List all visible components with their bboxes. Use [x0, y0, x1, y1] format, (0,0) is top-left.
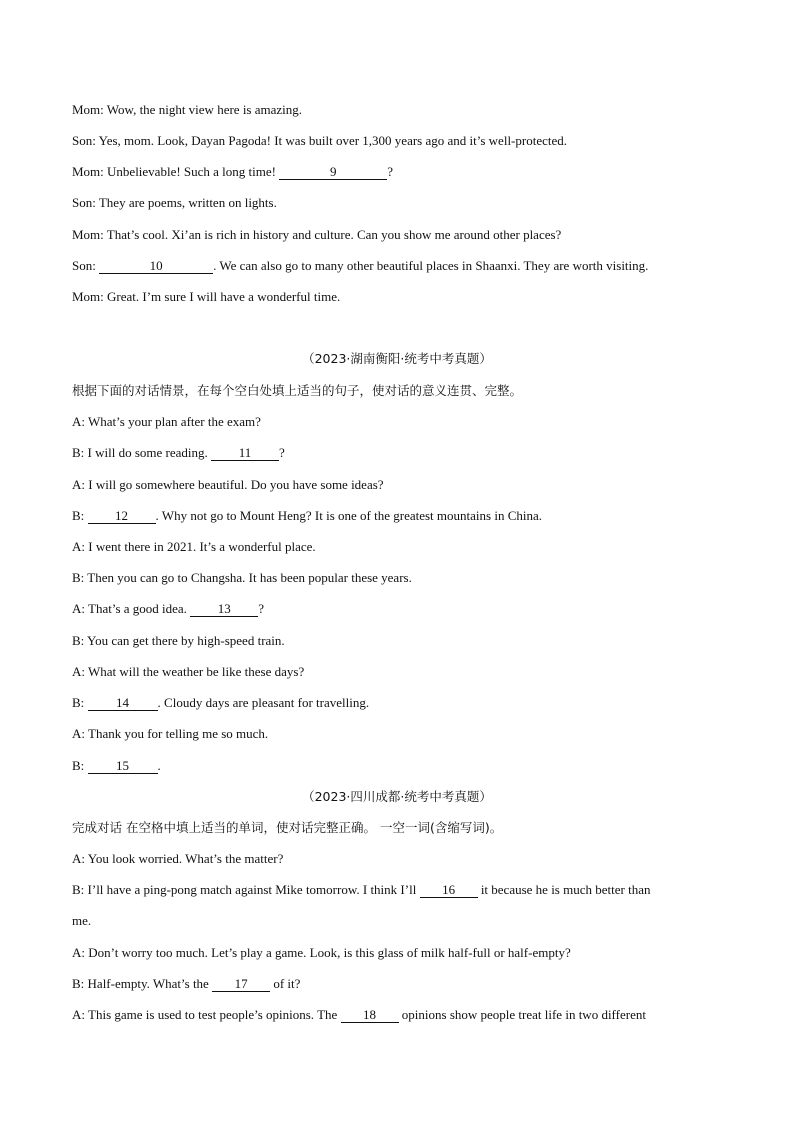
dialogue-text: Son: [72, 258, 100, 273]
dialogue-line: A: You look worried. What’s the matter? [72, 851, 284, 866]
dialogue-text: B: I will do some reading. [72, 445, 212, 460]
dialogue-text: ? [279, 445, 285, 460]
dialogue-line: A: I went there in 2021. It’s a wonderful place. [72, 539, 316, 554]
dialogue-text: . Cloudy days are pleasant for travelling. [157, 695, 370, 710]
answer-blank-12[interactable]: 12 [88, 509, 156, 524]
dialogue-line: B: You can get there by high-speed train. [72, 633, 285, 648]
dialogue-line: Son: Yes, mom. Look, Dayan Pagoda! It was built over 1,300 years ago and it’s well-protected. [72, 133, 567, 148]
dialogue-line: Son: They are poems, written on lights. [72, 195, 277, 210]
dialogue-text: B: Half-empty. What’s the [72, 976, 213, 991]
answer-blank-14[interactable]: 14 [88, 696, 158, 711]
dialogue-line: A: I will go somewhere beautiful. Do you have some ideas? [72, 477, 384, 492]
answer-blank-18[interactable]: 18 [341, 1008, 399, 1023]
dialogue-text: B: [72, 508, 88, 523]
dialogue-line: A: Thank you for telling me so much. [72, 726, 269, 741]
dialogue-text: A: This game is used to test people’s opinions. The [72, 1007, 341, 1022]
dialogue-text: ? [387, 164, 394, 179]
dialogue-text: A: That’s a good idea. [72, 601, 191, 616]
dialogue-line [72, 1006, 722, 1024]
dialogue-text: B: I’ll have a ping-pong match against Mike tomorrow. I think I’ll [72, 882, 420, 897]
dialogue-line [72, 694, 722, 712]
dialogue-line [72, 257, 722, 275]
source-heading: （2023·四川成都·统考中考真题） [302, 789, 492, 804]
answer-blank-17[interactable]: 17 [212, 977, 270, 992]
dialogue-line: A: What’s your plan after the exam? [72, 414, 261, 429]
dialogue-line: Mom: Wow, the night view here is amazing. [72, 102, 303, 117]
dialogue-text: of it? [270, 976, 301, 991]
dialogue-text: B: [72, 758, 88, 773]
instruction-text: 根据下面的对话情景，在每个空白处填上适当的句子，使对话的意义连贯、完整。 [72, 383, 523, 398]
dialogue-line: A: What will the weather be like these days? [72, 664, 305, 679]
dialogue-text: . We can also go to many other beautiful places in Shaanxi. They are worth visiting. [213, 258, 649, 273]
dialogue-text: ? [258, 601, 264, 616]
answer-blank-9[interactable]: 9 [279, 165, 387, 180]
dialogue-line [72, 444, 722, 462]
answer-blank-15[interactable]: 15 [88, 759, 158, 774]
dialogue-line: Mom: That’s cool. Xi’an is rich in history and culture. Can you show me around other places? [72, 227, 562, 242]
dialogue-text: it because he is much better than [477, 882, 651, 897]
dialogue-line: me. [72, 913, 92, 928]
answer-blank-11[interactable]: 11 [211, 446, 279, 461]
dialogue-text: opinions show people treat life in two different [398, 1007, 646, 1022]
dialogue-text: . Why not go to Mount Heng? It is one of the greatest mountains in China. [155, 508, 542, 523]
dialogue-line: B: Then you can go to Changsha. It has been popular these years. [72, 570, 412, 585]
answer-blank-13[interactable]: 13 [190, 602, 258, 617]
dialogue-line [72, 757, 722, 775]
answer-blank-16[interactable]: 16 [420, 883, 478, 898]
answer-blank-10[interactable]: 10 [99, 259, 213, 274]
dialogue-line: Mom: Great. I’m sure I will have a wonderful time. [72, 289, 341, 304]
dialogue-text: Mom: Unbelievable! Such a long time! [72, 164, 280, 179]
dialogue-line [72, 163, 722, 181]
dialogue-line [72, 600, 722, 618]
dialogue-text: . [157, 758, 161, 773]
dialogue-line [72, 507, 722, 525]
dialogue-line: A: Don’t worry too much. Let’s play a game. Look, is this glass of milk half-full or half-empty? [72, 945, 571, 960]
source-heading: （2023·湖南衡阳·统考中考真题） [302, 351, 492, 366]
dialogue-line [72, 975, 722, 993]
instruction-text: 完成对话 在空格中填上适当的单词，使对话完整正确。 一空一词(含缩写词)。 [72, 820, 503, 835]
dialogue-text: B: [72, 695, 88, 710]
dialogue-line [72, 881, 722, 899]
